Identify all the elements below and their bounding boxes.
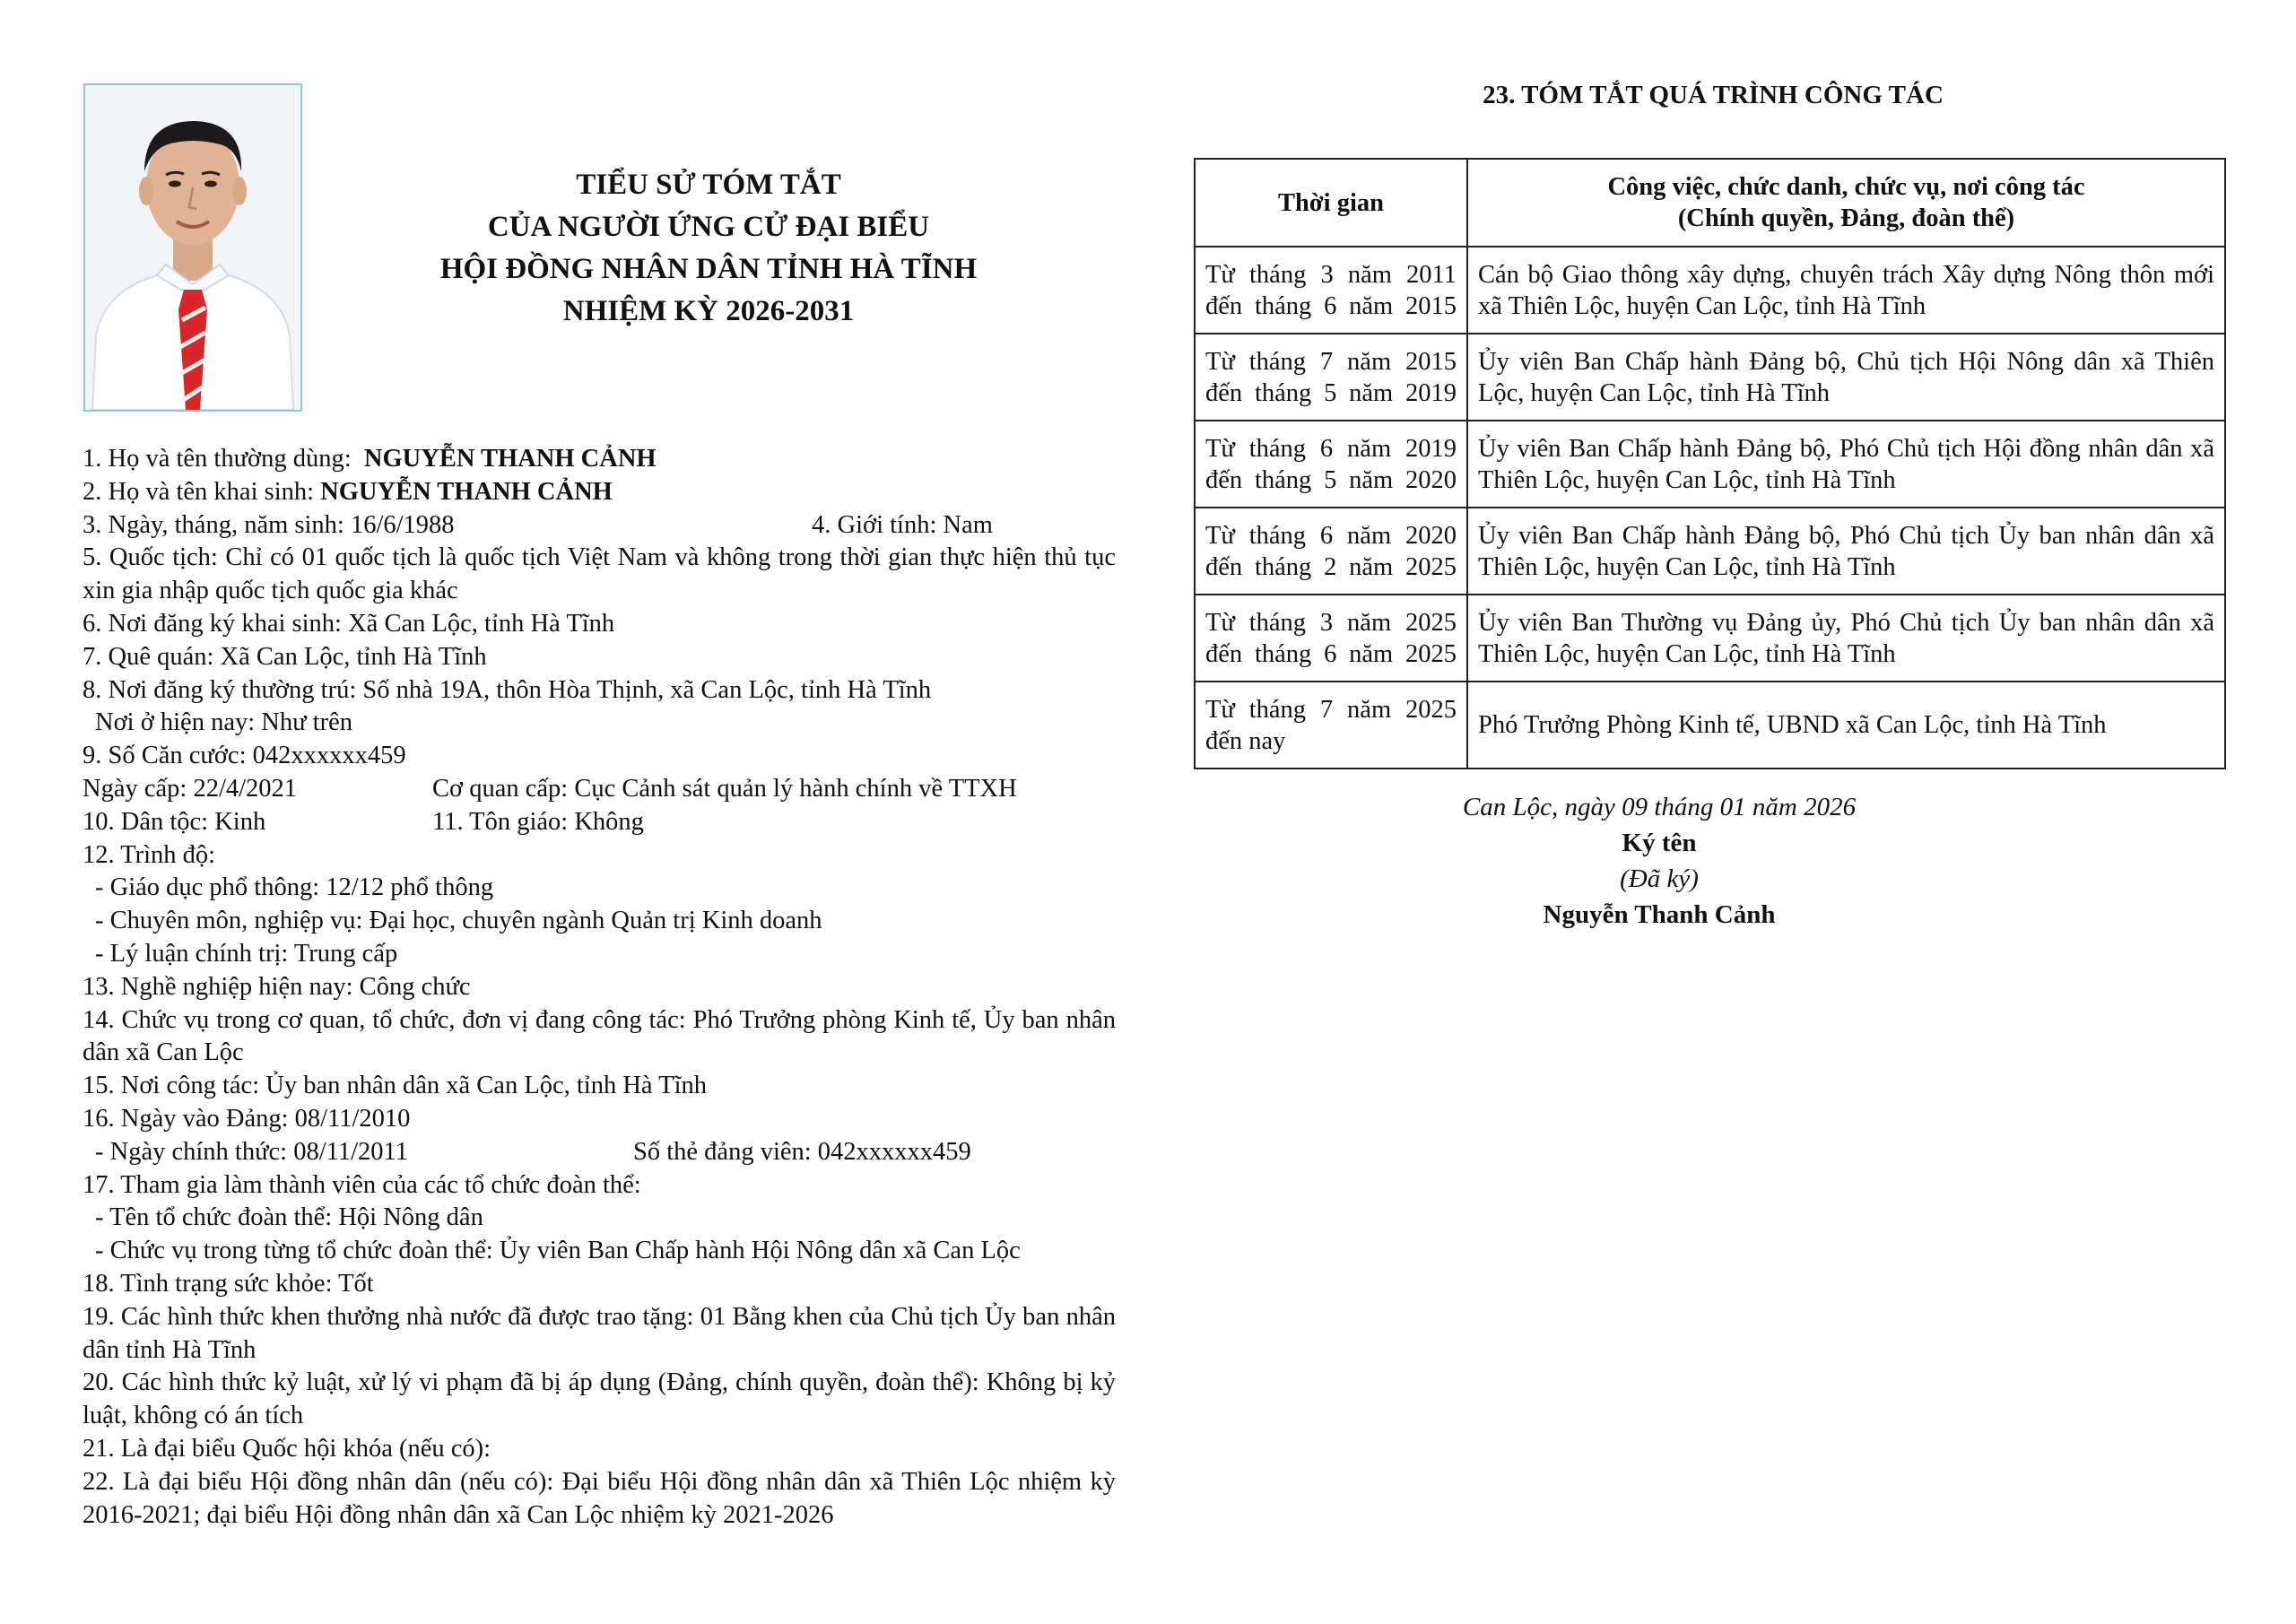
gender: 4. Giới tính: Nam xyxy=(812,510,993,539)
field-current-residence: Nơi ở hiện nay: Như trên xyxy=(95,708,352,737)
table-row xyxy=(1195,421,2225,508)
field-birth-date-gender xyxy=(83,509,1116,543)
signed-note: (Đã ký) xyxy=(1620,864,1699,893)
field-permanent-residence: 8. Nơi đăng ký thường trú: Số nhà 19A, thôn Hòa Thịnh, xã Can Lộc, tỉnh Hà Tĩnh xyxy=(83,675,932,704)
field-position: 14. Chức vụ trong cơ quan, tổ chức, đơn vị đang công tác: Phó Trưởng phòng Kinh tế, Ủy ban nhân dân xã Can Lộc xyxy=(83,1005,1116,1067)
field-party-join-date: 16. Ngày vào Đảng: 08/11/2010 xyxy=(83,1104,411,1133)
field-workplace: 15. Nơi công tác: Ủy ban nhân dân xã Can Lộc, tỉnh Hà Tĩnh xyxy=(83,1072,708,1100)
field-education-heading: 12. Trình độ: xyxy=(83,840,216,869)
field-id-issue xyxy=(83,773,1116,806)
field-health: 18. Tình trạng sức khỏe: Tốt xyxy=(83,1269,374,1298)
field-organization-name: - Tên tổ chức đoàn thể: Hội Nông dân xyxy=(95,1203,483,1232)
field-organization-role: - Chức vụ trong từng tổ chức đoàn thể: Ủy viên Ban Chấp hành Hội Nông dân xã Can Lộc xyxy=(95,1237,1021,1265)
field-discipline: 20. Các hình thức kỷ luật, xử lý vi phạm đã bị áp dụng (Đảng, chính quyền, đoàn thể): Không bị kỷ luật, không có án tích xyxy=(83,1368,1116,1430)
biography-fields xyxy=(83,443,1116,1532)
row-time: Từ tháng 6 năm 2020 đến tháng 2 năm 2025 xyxy=(1195,508,1467,595)
field-party-official xyxy=(83,1136,1116,1169)
field-national-assembly: 21. Là đại biểu Quốc hội khóa (nếu có): xyxy=(83,1434,491,1463)
column-header-time: Thời gian xyxy=(1195,159,1467,247)
id-issue-agency: Cơ quan cấp: Cục Cảnh sát quản lý hành chính về TTXH xyxy=(432,774,1017,803)
table-row xyxy=(1195,247,2225,334)
field-birth-name: 2. Họ và tên khai sinh: NGUYỄN THANH CẢNH xyxy=(83,477,613,506)
row-time: Từ tháng 3 năm 2011 đến tháng 6 năm 2015 xyxy=(1195,247,1467,334)
field-hometown: 7. Quê quán: Xã Can Lộc, tỉnh Hà Tĩnh xyxy=(83,642,487,671)
table-row xyxy=(1195,682,2225,769)
row-description: Ủy viên Ban Thường vụ Đảng ủy, Phó Chủ tịch Ủy ban nhân dân xã Thiên Lộc, huyện Can Lộc, tỉnh Hà Tĩnh xyxy=(1467,595,2225,682)
field-occupation: 13. Nghề nghiệp hiện nay: Công chức xyxy=(83,972,471,1001)
column-header-description: Công việc, chức danh, chức vụ, nơi công tác (Chính quyền, Đảng, đoàn thể) xyxy=(1467,159,2225,247)
field-common-name: 1. Họ và tên thường dùng: NGUYỄN THANH CẢNH xyxy=(83,445,657,473)
field-awards: 19. Các hình thức khen thưởng nhà nước đã được trao tặng: 01 Bằng khen của Chủ tịch Ủy ban nhân dân tỉnh Hà Tĩnh xyxy=(83,1302,1116,1364)
row-description: Ủy viên Ban Chấp hành Đảng bộ, Phó Chủ tịch Ủy ban nhân dân xã Thiên Lộc, huyện Can Lộc, tỉnh Hà Tĩnh xyxy=(1467,508,2225,595)
table-row xyxy=(1195,595,2225,682)
religion: 11. Tôn giáo: Không xyxy=(432,807,644,836)
party-card-number: Số thẻ đảng viên: 042xxxxxx459 xyxy=(633,1137,971,1166)
row-description: Cán bộ Giao thông xây dựng, chuyên trách Xây dựng Nông thôn mới xã Thiên Lộc, huyện Can Lộc, tỉnh Hà Tĩnh xyxy=(1467,247,2225,334)
table-row xyxy=(1195,508,2225,595)
field-nationality: 5. Quốc tịch: Chỉ có 01 quốc tịch là quốc tịch Việt Nam và không trong thời gian thực hiện thủ tục xin gia nhập quốc tịch quốc gia khác xyxy=(83,543,1116,605)
row-time: Từ tháng 7 năm 2015 đến tháng 5 năm 2019 xyxy=(1195,334,1467,421)
field-ethnicity-religion xyxy=(83,806,1116,839)
sign-label: Ký tên xyxy=(1622,829,1697,857)
signer-name: Nguyễn Thanh Cảnh xyxy=(1543,900,1776,929)
field-organizations-heading: 17. Tham gia làm thành viên của các tổ chức đoàn thể: xyxy=(83,1170,641,1199)
birth-date: 3. Ngày, tháng, năm sinh: 16/6/1988 xyxy=(83,510,455,539)
table-row xyxy=(1195,334,2225,421)
field-professional-education: - Chuyên môn, nghiệp vụ: Đại học, chuyên ngành Quản trị Kinh doanh xyxy=(95,907,822,935)
document-title xyxy=(341,164,1076,333)
work-history-table xyxy=(1194,158,2226,769)
row-description: Ủy viên Ban Chấp hành Đảng bộ, Phó Chủ tịch Hội đồng nhân dân xã Thiên Lộc, huyện Can Lộc, tỉnh Hà Tĩnh xyxy=(1467,421,2225,508)
field-birth-registration: 6. Nơi đăng ký khai sinh: Xã Can Lộc, tỉnh Hà Tĩnh xyxy=(83,609,615,638)
field-peoples-council: 22. Là đại biểu Hội đồng nhân dân (nếu có): Đại biểu Hội đồng nhân dân xã Thiên Lộc nhiệm kỳ 2016-2021; đại biểu Hội đồng nhân dân xã Can Lộc nhiệm kỳ 2021-2026 xyxy=(83,1467,1116,1529)
row-time: Từ tháng 3 năm 2025 đến tháng 6 năm 2025 xyxy=(1195,595,1467,682)
row-description: Ủy viên Ban Chấp hành Đảng bộ, Chủ tịch Hội Nông dân xã Thiên Lộc, huyện Can Lộc, tỉnh Hà Tĩnh xyxy=(1467,334,2225,421)
birth-name-value: NGUYỄN THANH CẢNH xyxy=(320,477,613,506)
title-line: TIỂU SỬ TÓM TẮT xyxy=(576,169,841,201)
field-political-theory: - Lý luận chính trị: Trung cấp xyxy=(95,939,398,968)
title-line: NHIỆM KỲ 2026-2031 xyxy=(562,295,855,327)
row-time: Từ tháng 6 năm 2019 đến tháng 5 năm 2020 xyxy=(1195,421,1467,508)
field-id-number: 9. Số Căn cước: 042xxxxxx459 xyxy=(83,742,406,770)
signature-block xyxy=(1300,789,2018,933)
portrait-photo xyxy=(83,83,302,412)
table-header-row xyxy=(1195,159,2225,247)
title-line: CỦA NGƯỜI ỨNG CỬ ĐẠI BIỂU xyxy=(487,211,930,243)
place-date: Can Lộc, ngày 09 tháng 01 năm 2026 xyxy=(1462,793,1857,821)
portrait-photo-icon xyxy=(85,85,300,410)
title-line: HỘI ĐỒNG NHÂN DÂN TỈNH HÀ TĨNH xyxy=(439,253,978,285)
row-time: Từ tháng 7 năm 2025 đến nay xyxy=(1195,682,1467,769)
ethnicity: 10. Dân tộc: Kinh xyxy=(83,807,266,836)
id-issue-date: Ngày cấp: 22/4/2021 xyxy=(83,774,298,803)
party-official-date: - Ngày chính thức: 08/11/2011 xyxy=(95,1137,408,1166)
work-history-title: 23. TÓM TẮT QUÁ TRÌNH CÔNG TÁC xyxy=(1483,81,1944,109)
common-name-value: NGUYỄN THANH CẢNH xyxy=(363,445,657,473)
field-general-education: - Giáo dục phổ thông: 12/12 phổ thông xyxy=(95,873,494,902)
row-description: Phó Trưởng Phòng Kinh tế, UBND xã Can Lộc, tỉnh Hà Tĩnh xyxy=(1467,682,2225,769)
